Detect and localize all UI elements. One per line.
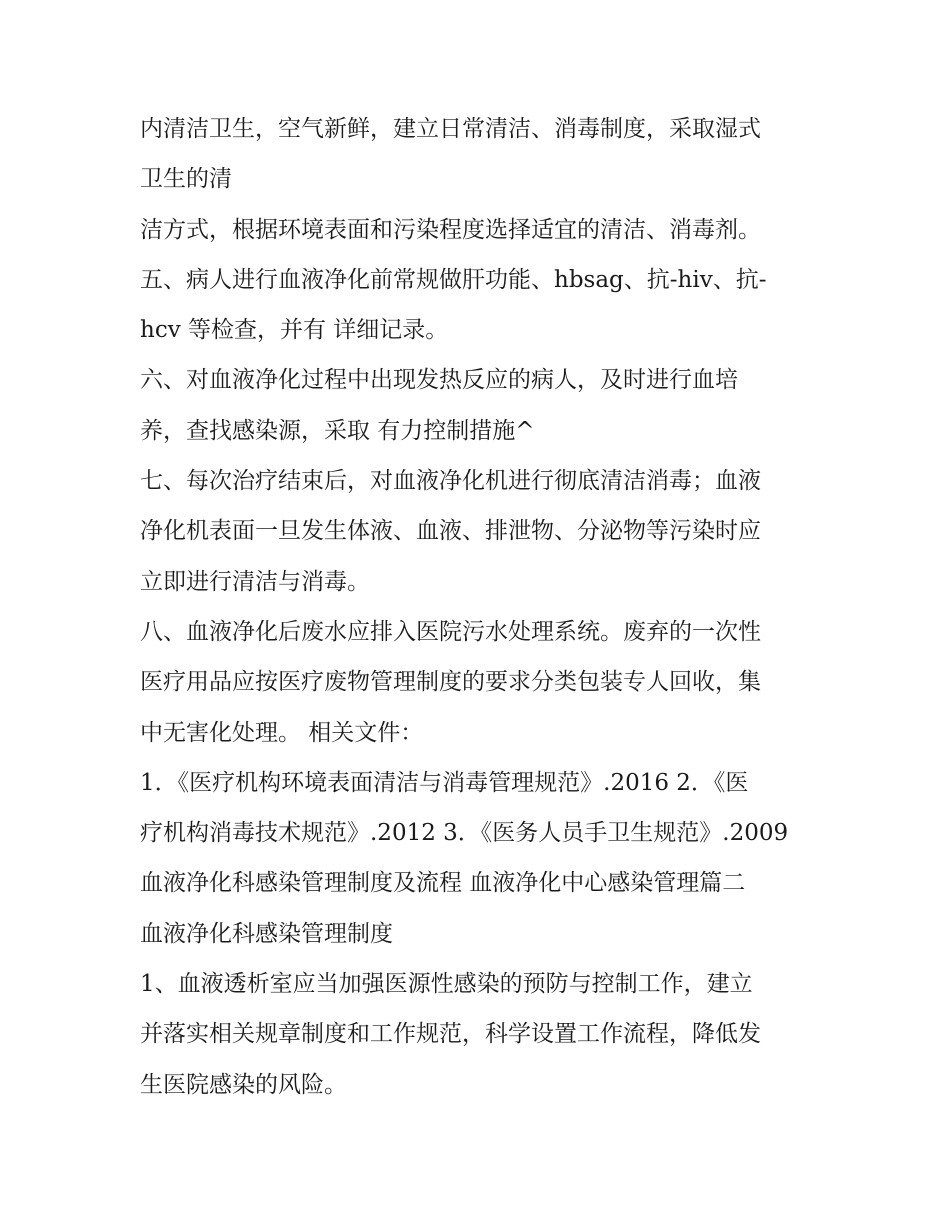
text-line: 医疗用品应按医疗废物管理制度的要求分类包装专人回收，集 [140, 669, 761, 696]
text-line: hcv 等检查，并有 详细记录。 [140, 317, 449, 344]
text-line: 中无害化处理。 相关文件： [140, 719, 424, 746]
text-line: 血液净化科感染管理制度 [140, 920, 393, 947]
text-line: 养，查找感染源，采取 有力控制措施^ [140, 417, 535, 444]
text-line: 洁方式，根据环境表面和污染程度选择适宜的清洁、消毒剂。 [140, 216, 761, 243]
text-line: 血液净化科感染管理制度及流程 血液净化中心感染管理篇二 [140, 870, 746, 897]
text-line: 生医院感染的风险。 [140, 1071, 347, 1098]
text-line: 内清洁卫生，空气新鲜，建立日常清洁、消毒制度，采取湿式 [140, 116, 761, 142]
text-line: 卫生的清 [140, 166, 232, 193]
text-line: 八、血液净化后废水应排入医院污水处理系统。废弃的一次性 [140, 618, 761, 645]
text-line: 七、每次治疗结束后，对血液净化机进行彻底清洁消毒；血液 [140, 468, 761, 495]
text-line: 净化机表面一旦发生体液、血液、排泄物、分泌物等污染时应 [140, 518, 761, 545]
text-line: 六、对血液净化过程中出现发热反应的病人，及时进行血培 [140, 367, 738, 394]
text-line: 立即进行清洁与消毒。 [140, 568, 370, 595]
document-body [140, 104, 820, 1110]
text-line: 并落实相关规章制度和工作规范，科学设置工作流程，降低发 [140, 1021, 761, 1048]
text-line: 疗机构消毒技术规范》.2012 3．《医务人员手卫生规范》.2009 [140, 820, 789, 847]
text-line: 1．《医疗机构环境表面清洁与消毒管理规范》.2016 2．《医 [140, 769, 749, 796]
text-line: 1、血液透析室应当加强医源性感染的预防与控制工作，建立 [140, 971, 753, 998]
text-line: 五、病人进行血液净化前常规做肝功能、hbsag、抗-hiv、抗- [140, 266, 767, 293]
